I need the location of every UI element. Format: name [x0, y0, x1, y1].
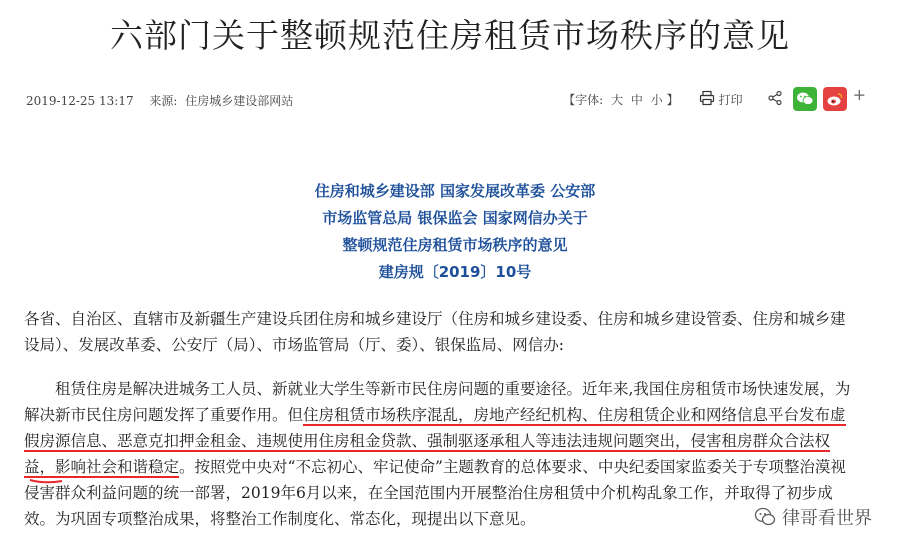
heading-line-1: 住房和城乡建设部 国家发展改革委 公安部	[314, 182, 596, 200]
article-title: 六部门关于整顿规范住房租赁市场秩序的意见	[110, 16, 790, 55]
publish-date: 2019-12-25 13:17	[26, 94, 134, 108]
print-label: 打印	[718, 92, 743, 107]
font-size-control: 【字体: 大 中 小 】	[563, 92, 679, 107]
share-icon[interactable]	[767, 90, 783, 109]
watermark-text: 律哥看世界	[782, 508, 872, 529]
font-medium-button[interactable]: 中	[630, 92, 643, 107]
document-heading	[0, 178, 900, 286]
printer-icon	[699, 90, 719, 109]
addressee-paragraph: 各省、自治区、直辖市及新疆生产建设兵团住房和城乡建设厅（住房和城乡建设委、住房和城乡建设管委、住房和城乡建设局）、发展改革委、公安厅（局）、市场监管局（厅、委）、银保监局、网信办:	[24, 310, 846, 354]
more-share-button[interactable]: +	[852, 84, 866, 104]
source-label: 来源:	[149, 94, 178, 108]
article-toolbar	[563, 86, 866, 112]
article-meta	[26, 86, 866, 112]
heading-line-2: 市场监管总局 银保监会 国家网信办关于	[322, 209, 588, 227]
print-button[interactable]	[699, 90, 743, 109]
document-number: 建房规〔2019〕10号	[378, 263, 532, 281]
wechat-logo-icon	[754, 506, 776, 528]
wechat-share-icon[interactable]	[793, 87, 817, 111]
intro-paragraph	[24, 376, 860, 532]
wechat-watermark	[754, 504, 872, 530]
heading-line-3: 整顿规范住房租赁市场秩序的意见	[342, 236, 568, 254]
font-large-button[interactable]: 大	[611, 92, 624, 107]
intro-text-end: 。按照党中央对“不忘初心、牢记使命”主题教育的总体要求、中央纪委国家监委关于专项整治漠视侵害群众利益问题的统一部署，2019年6月以来，在全国范围内开展整治住房租赁中介机构乱象工作，并取得了初步成效。为巩固专项整治成果，将整治工作制度化、常态化，现提出以下意见。	[24, 458, 846, 528]
font-small-button[interactable]: 小	[650, 92, 663, 107]
source-name: 住房城乡建设部网站	[185, 94, 294, 108]
weibo-share-icon[interactable]	[823, 87, 847, 111]
highlighted-problem-text: 住房租赁市场秩序混乱，房地产经纪机构、住房租赁企业和网络信息平台发布虚假房源信息、恶意克扣押金租金、违规使用住房租金贷款、强制驱逐承租人等违法违规问题突出，侵害租房群众合法权益，影响社会和谐稳定	[24, 406, 846, 476]
intro-text-start: 租赁住房是解决进城务工人员、新就业大学生等新市民住房问题的重要途径。近年来,我国住房租赁市场快速发展，为解决新市民住房问题发挥了重要作用。但	[24, 380, 851, 424]
